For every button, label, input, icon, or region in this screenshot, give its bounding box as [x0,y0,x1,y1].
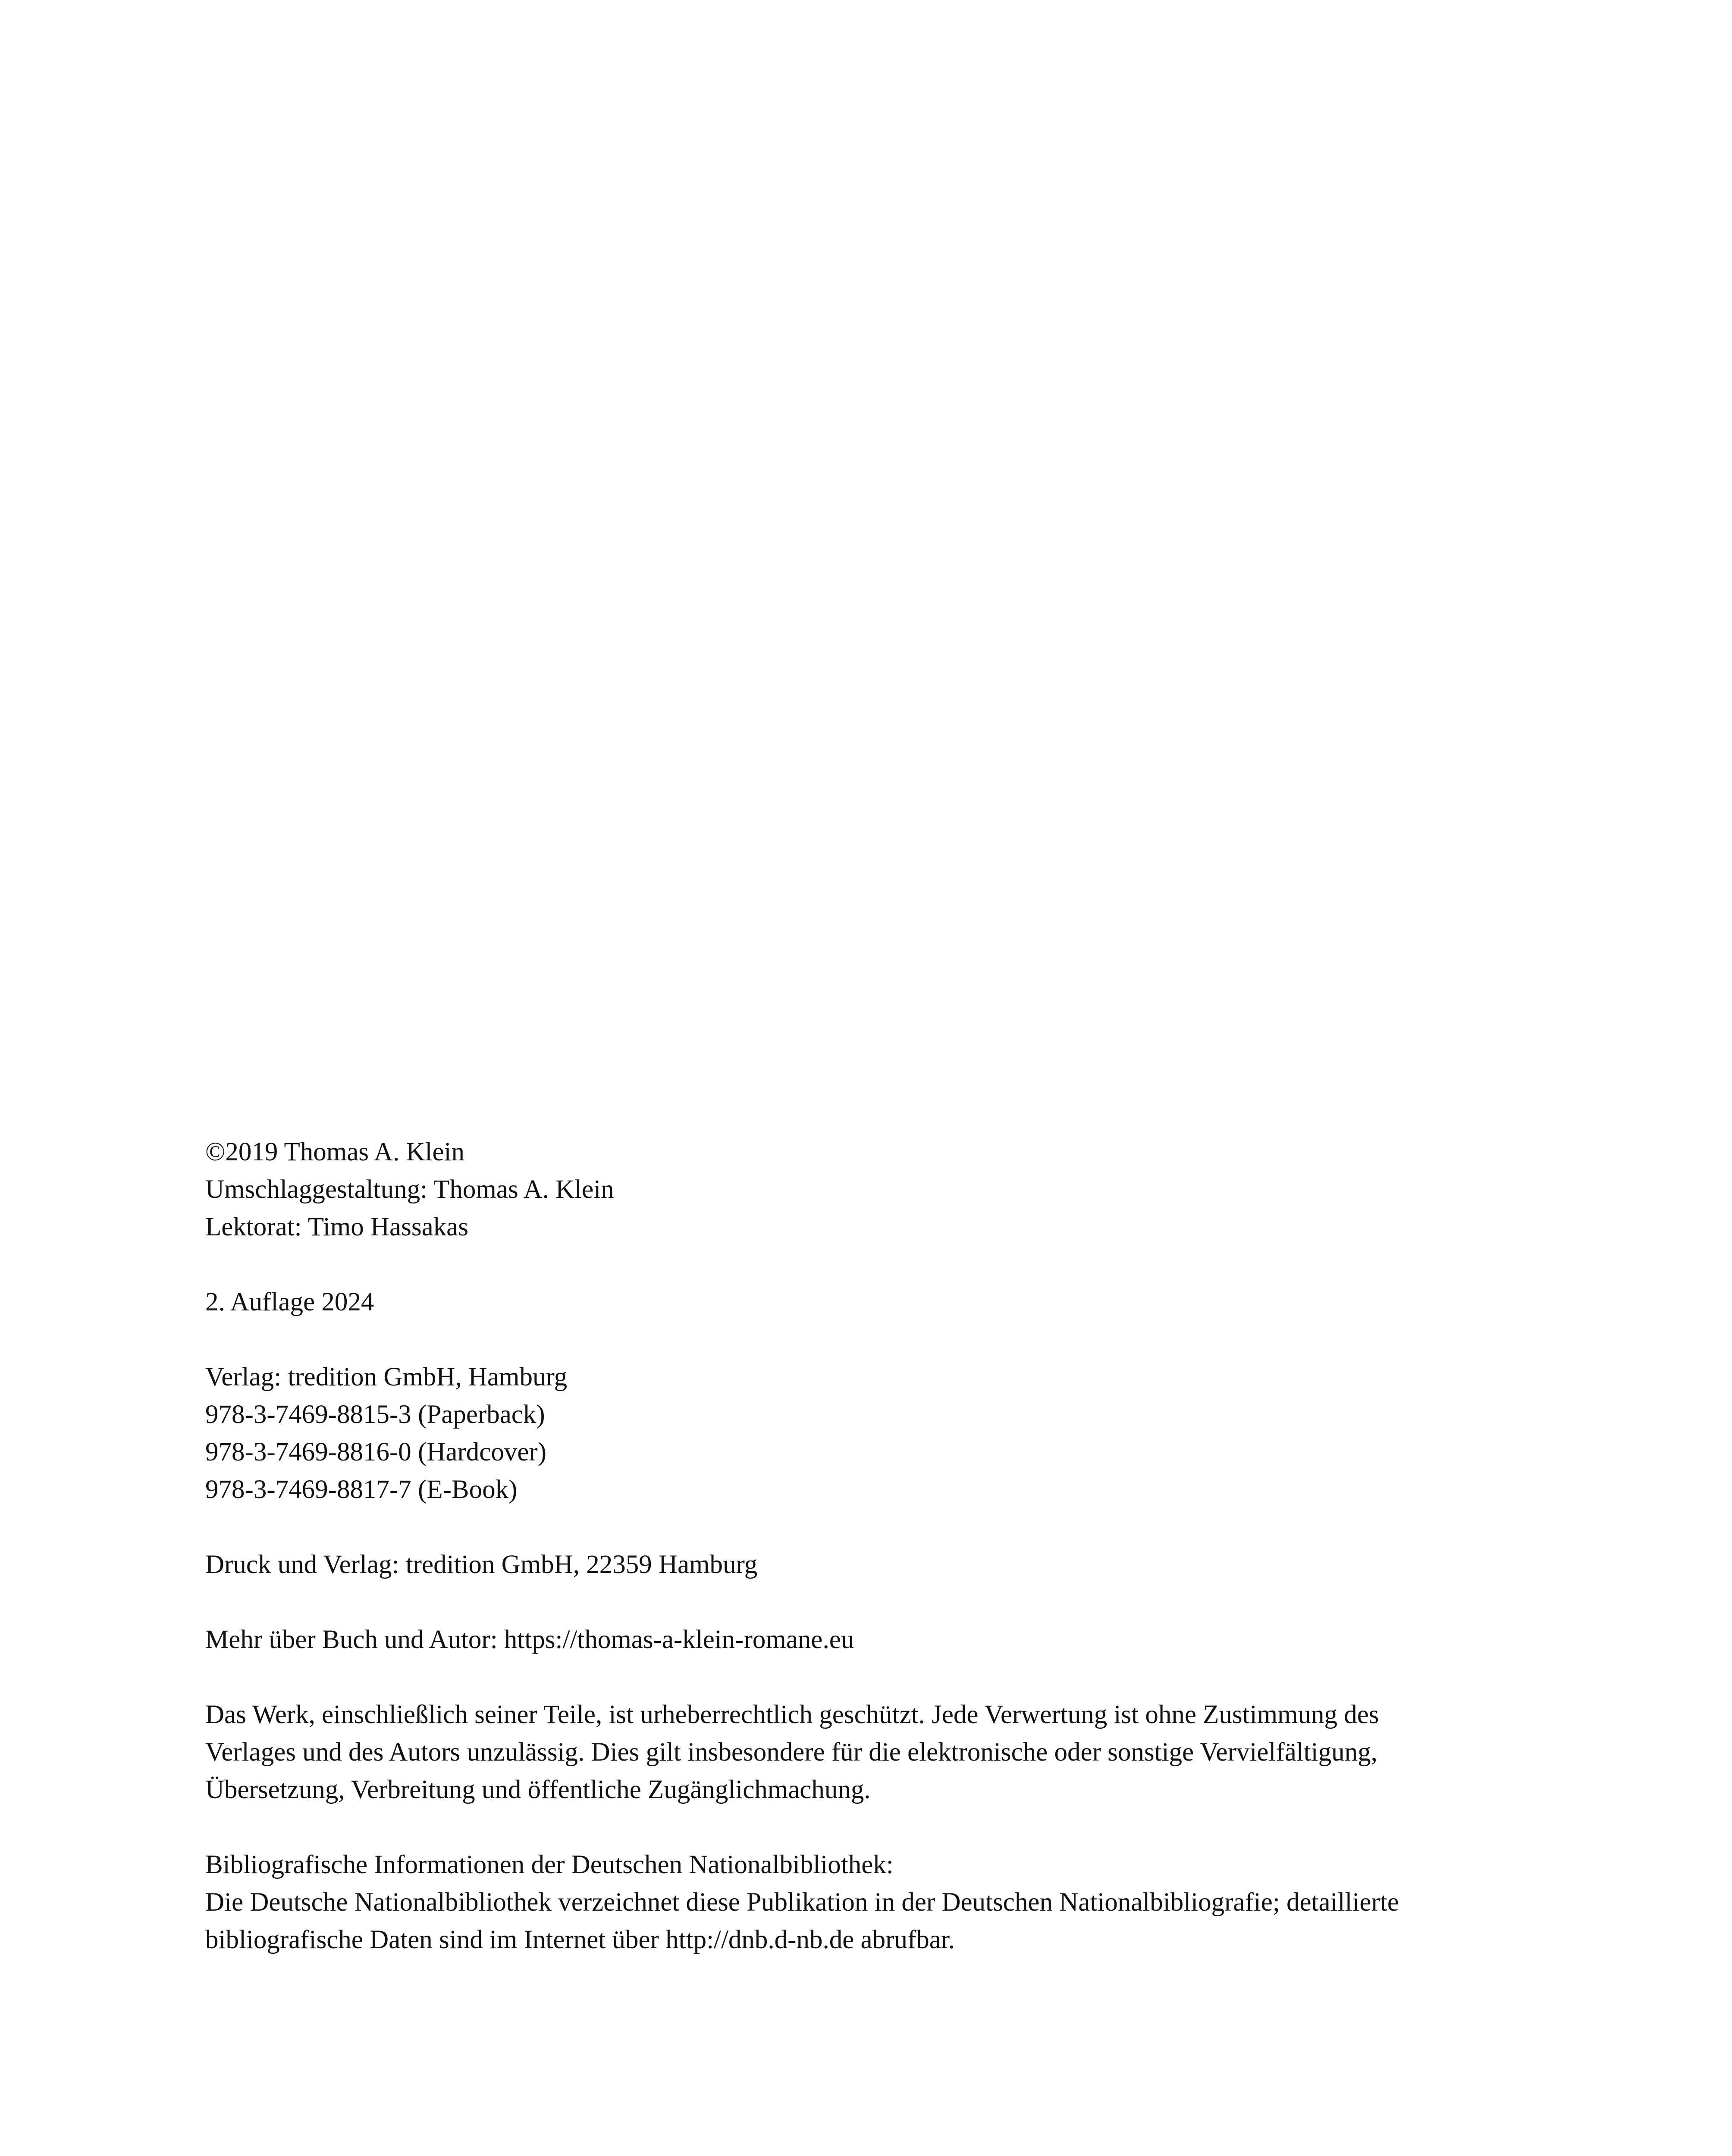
print-block [205,1546,1551,1583]
more-info-label: Mehr über Buch und Autor: [205,1625,504,1654]
copyright-notice-line: Das Werk, einschließlich seiner Teile, ist urheberrechtlich geschützt. Jede Verwertung ist ohne Zustimmung des [205,1700,1379,1729]
publisher-line: Verlag: tredition GmbH, Hamburg [205,1363,568,1391]
publisher-block [205,1358,1551,1508]
edition-block [205,1283,1551,1321]
credits-block [205,1133,1551,1246]
bibliographic-heading: Bibliografische Informationen der Deutschen Nationalbibliothek: [205,1850,894,1879]
isbn-hardcover: 978-3-7469-8816-0 (Hardcover) [205,1438,547,1467]
isbn-ebook: 978-3-7469-8817-7 (E-Book) [205,1475,518,1504]
imprint-section [205,1133,1551,1959]
isbn-paperback: 978-3-7469-8815-3 (Paperback) [205,1400,545,1429]
bibliographic-block [205,1846,1551,1959]
editor-line: Lektorat: Timo Hassakas [205,1213,468,1241]
print-publisher-line: Druck und Verlag: tredition GmbH, 22359 Hamburg [205,1550,758,1579]
edition-line: 2. Auflage 2024 [205,1288,374,1316]
more-info-line [205,1621,1551,1658]
copyright-line: ©2019 Thomas A. Klein [205,1138,464,1166]
copyright-notice-line: Verlages und des Autors unzulässig. Dies gilt insbesondere für die elektronische oder sonstige Vervielfältigung, [205,1738,1377,1767]
copyright-notice-block [205,1696,1551,1808]
bibliographic-line: Die Deutsche Nationalbibliothek verzeichnet diese Publikation in der Deutschen Nationalbibliografie; detaillierte [205,1888,1399,1917]
author-website-link[interactable]: https://thomas-a-klein-romane.eu [504,1625,854,1654]
cover-design-line: Umschlaggestaltung: Thomas A. Klein [205,1175,614,1204]
more-info-block [205,1621,1551,1658]
copyright-notice-line: Übersetzung, Verbreitung und öffentliche Zugänglichmachung. [205,1775,871,1804]
bibliographic-line: bibliografische Daten sind im Internet über http://dnb.d-nb.de abrufbar. [205,1925,955,1954]
